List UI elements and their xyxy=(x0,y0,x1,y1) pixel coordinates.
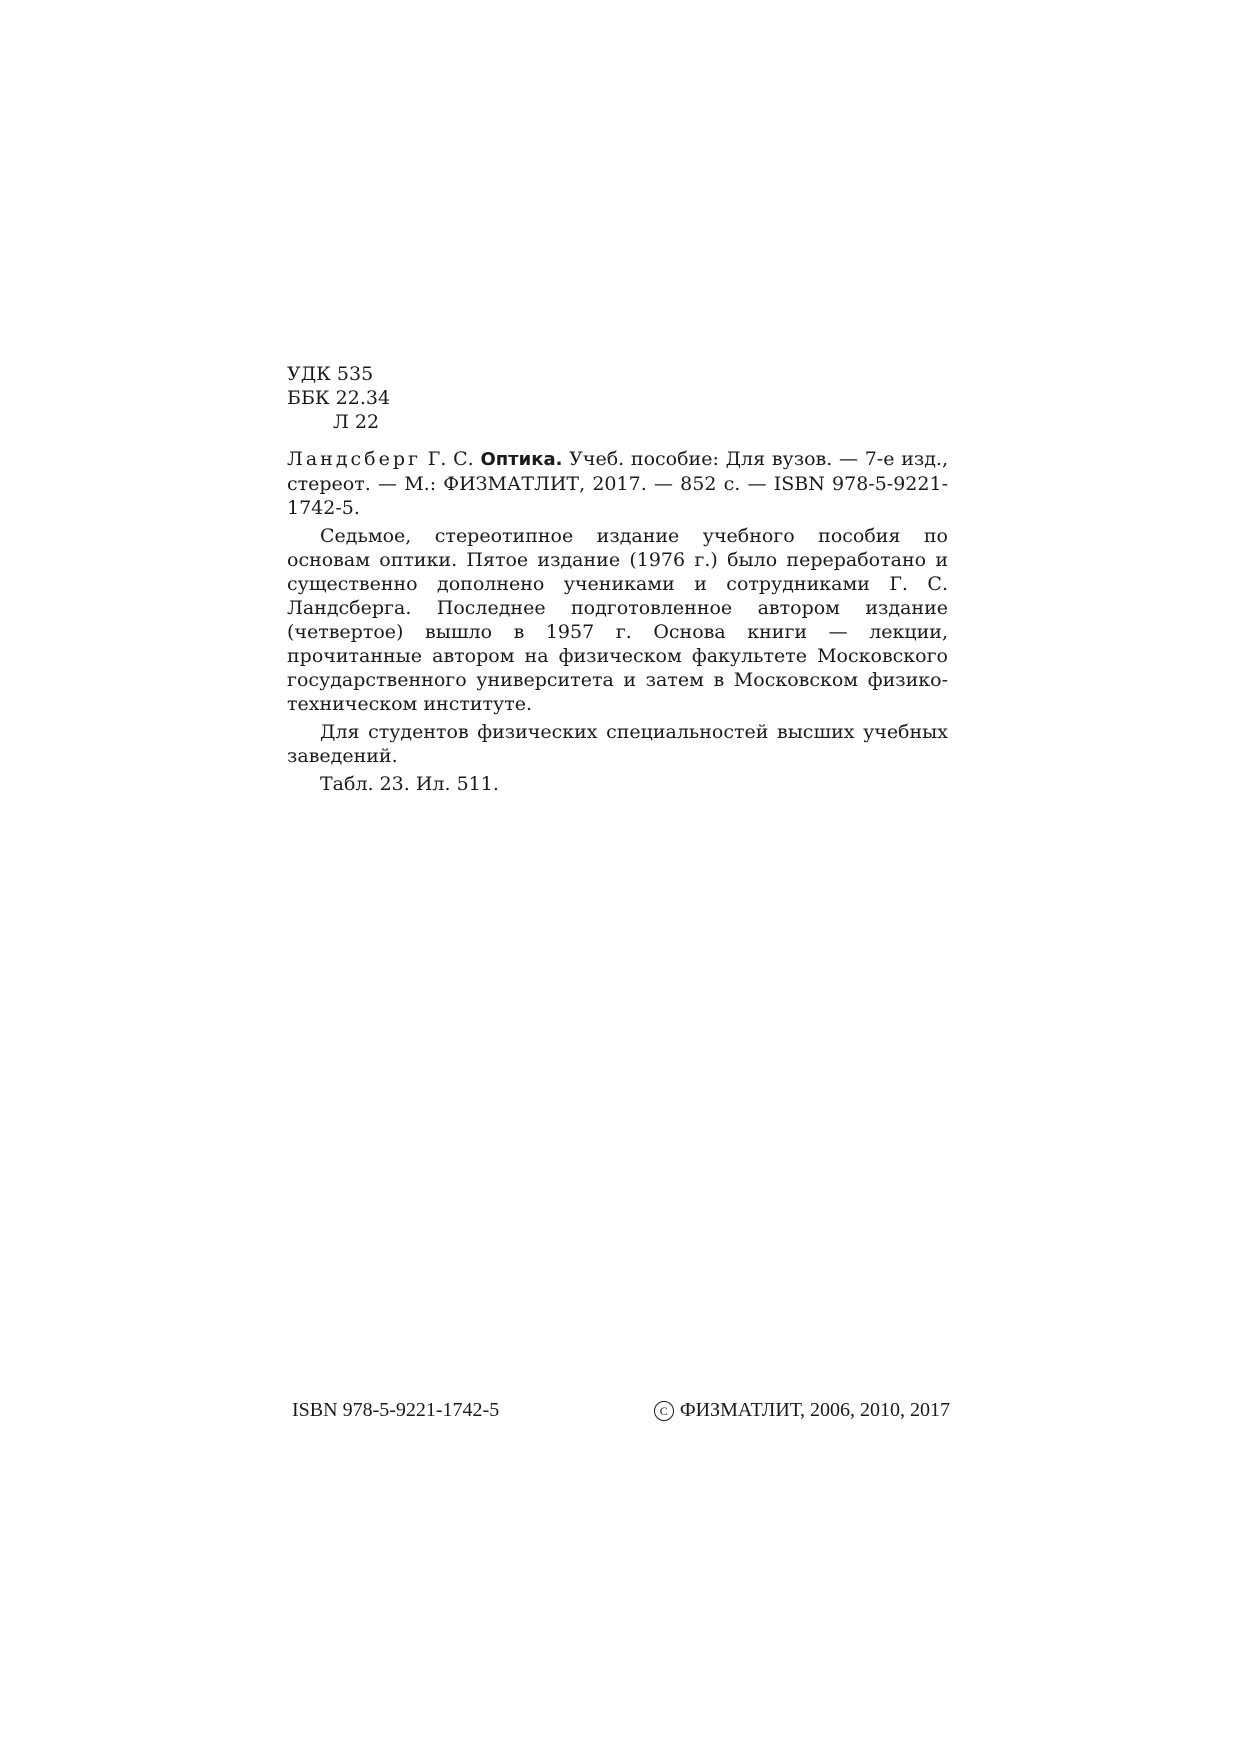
bibref-title: Оптика. xyxy=(480,449,563,470)
footer-copyright xyxy=(654,1398,950,1422)
bibref-details: Учеб. пособие: Для вузов. — 7-е изд., стереот. — М.: ФИЗМАТЛИТ, 2017. — 852 с. — ISBN 978-5-9221-1742-5. xyxy=(287,448,949,519)
annotation-paragraph-description: Седьмое, стереотипное издание учебного пособия по основам оптики. Пятое издание (1976 г.) было переработано и существенно дополнено учениками и сотрудниками Г. С. Ландсберга. Последнее подготовленное автором издание (четвертое) вышло в 1957 г. Основа книги — лекции, прочитанные автором на физическом факультете Московского государственного университета и затем в Московском физико-техническом институте. xyxy=(287,525,948,715)
bibref-paragraph xyxy=(287,447,948,520)
bibliographic-reference xyxy=(287,447,948,520)
copyright-icon: C xyxy=(654,1401,674,1421)
bbk-code: ББК 22.34 xyxy=(287,387,391,409)
annotation-paragraph-audience: Для студентов физических специальностей высших учебных заведений. xyxy=(287,721,948,767)
annotation-paragraph-counts: Табл. 23. Ил. 511. xyxy=(320,773,499,795)
bibref-initials: Г. С. xyxy=(427,448,474,470)
author-mark: Л 22 xyxy=(333,411,380,433)
bibref-author: Ландсберг xyxy=(287,448,421,470)
copyright-text: ФИЗМАТЛИТ, 2006, 2010, 2017 xyxy=(679,1399,950,1421)
footer-isbn: ISBN 978-5-9221-1742-5 xyxy=(292,1399,500,1421)
annotation xyxy=(287,524,948,800)
footer xyxy=(292,1398,950,1422)
classification-codes xyxy=(287,362,948,434)
udk-code: УДК 535 xyxy=(287,363,374,385)
